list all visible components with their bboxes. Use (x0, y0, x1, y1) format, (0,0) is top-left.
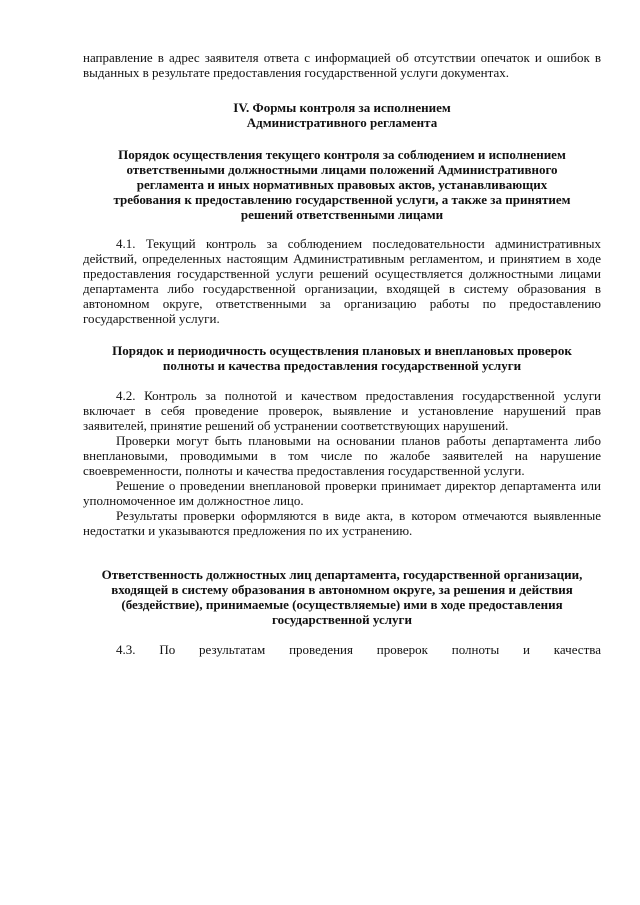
current-control-heading: Порядок осуществления текущего контроля за соблюдением и исполнением ответственными должностными лицами положений Административного регламента и иных нормативных правовых актов, устанавливающих требования к предоставлению государственной услуги, а также за принятием решений ответственными лицами (113, 147, 571, 222)
section-heading-line1: IV. Формы контроля за исполнением (233, 100, 451, 115)
periodic-checks-heading: Порядок и периодичность осуществления плановых и внеплановых проверок полноты и качества предоставления государственной услуги (112, 343, 572, 373)
paragraph-4-2: 4.2. Контроль за полнотой и качеством предоставления государственной услуги включает в себя проведение проверок, выявление и установление нарушений прав заявителей, принятие решений об устранении соответствующих нарушений. (83, 388, 601, 433)
paragraph-check-results: Результаты проверки оформляются в виде акта, в котором отмечаются выявленные недостатки и указываются предложения по их устранению. (83, 508, 601, 538)
section-heading-line2: Административного регламента (246, 115, 438, 130)
paragraph-planned-checks: Проверки могут быть плановыми на основании планов работы департамента либо внеплановыми, проводимыми в том числе по жалобе заявителей на нарушение своевременности, полноты и качества предоставления государственной услуги. (83, 433, 601, 478)
responsibility-heading: Ответственность должностных лиц департамента, государственной организации, входящей в систему образования в автономном округе, за решения и действия (бездействие), принимаемые (осуществляемые) ими в ходе предоставления государственной услуги (101, 567, 583, 627)
intro-paragraph: направление в адрес заявителя ответа с информацией об отсутствии опечаток и ошибок в выданных в результате предоставления государственной услуги документах. (83, 50, 601, 80)
paragraph-4-3: 4.3. По результатам проведения проверок полноты и качества (116, 642, 601, 657)
paragraph-4-1: 4.1. Текущий контроль за соблюдением последовательности административных действий, определенных настоящим Административным регламентом, и принятием в ходе предоставления государственной услуги решений осуществляется должностными лицами департамента либо государственной организации, входящей в систему образования в автономном округе, ответственными за организацию работы по предоставлению государственной услуги. (83, 236, 601, 326)
paragraph-unplanned-decision: Решение о проведении внеплановой проверки принимает директор департамента или уполномоченное им должностное лицо. (83, 478, 601, 508)
section-heading (83, 100, 601, 130)
